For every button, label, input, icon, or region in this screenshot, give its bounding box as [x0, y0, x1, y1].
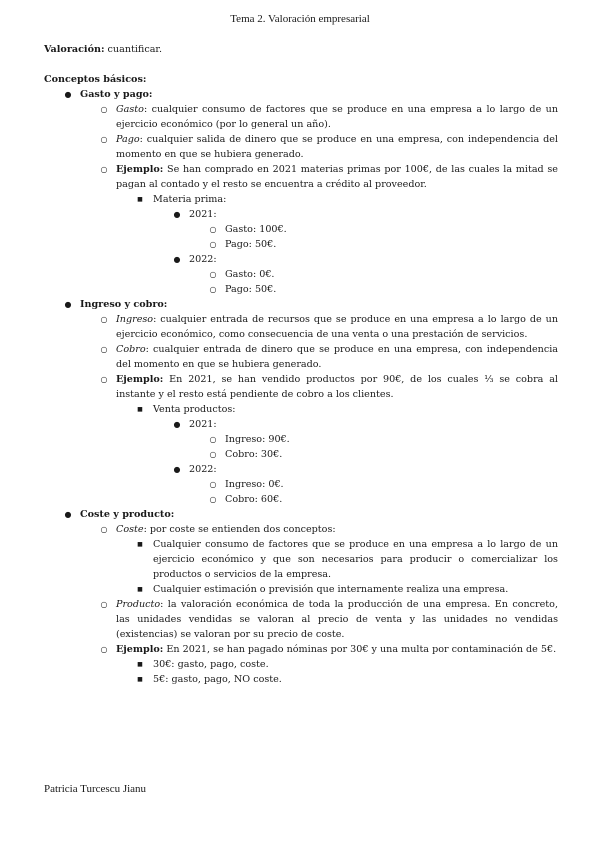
list-item-value: [44, 492, 558, 507]
list-item-value: [44, 447, 558, 462]
list-item-coste-producto: [44, 507, 558, 522]
list-item-year: [44, 462, 558, 477]
year-label: 2022:: [189, 464, 217, 475]
bullet-circle-icon: ○: [100, 345, 108, 354]
list-item-ejemplo-coste: [44, 642, 558, 657]
bullet-disc-icon: ●: [173, 420, 181, 429]
bullet-square-icon: ■: [137, 541, 143, 548]
bullet-circle-icon: ○: [100, 600, 108, 609]
concepts-list: [44, 87, 558, 687]
list-item-year: [44, 252, 558, 267]
valoracion-label: Valoración:: [44, 44, 105, 55]
list-item-materia-prima: [44, 192, 558, 207]
bullet-disc-icon: ●: [173, 465, 181, 474]
bullet-circle-icon: ○: [209, 270, 217, 279]
list-item-coste: [44, 522, 558, 537]
ingreso-term: Ingreso: [116, 314, 154, 325]
list-item-gasto: [44, 102, 558, 132]
value-text: Gasto: 0€.: [225, 269, 275, 280]
list-item-value: [44, 432, 558, 447]
cobro-definition: : cualquier entrada de dinero que se produce en una empresa, con independencia del momento en que se hubiera generado.: [116, 344, 558, 370]
ejemplo-label: Ejemplo:: [116, 644, 164, 655]
list-item-ingreso-cobro: [44, 297, 558, 312]
materia-prima-label: Materia prima:: [153, 194, 227, 205]
bullet-disc-icon: ●: [173, 210, 181, 219]
bullet-circle-icon: ○: [100, 315, 108, 324]
bullet-circle-icon: ○: [100, 375, 108, 384]
ejemplo-label: Ejemplo:: [116, 164, 164, 175]
bullet-circle-icon: ○: [100, 165, 108, 174]
valoracion-line: [44, 42, 558, 57]
bullet-square-icon: ■: [137, 406, 143, 413]
list-item-value: [44, 282, 558, 297]
bullet-circle-icon: ○: [209, 225, 217, 234]
coste-concept-text: Cualquier consumo de factores que se produce en una empresa a lo largo de un ejercicio económico y que son necesarios para producir o comercializar los productos o servicios de la empresa.: [153, 539, 558, 580]
coste-concept-text: Cualquier estimación o previsión que internamente realiza una empresa.: [153, 584, 509, 595]
value-text: Ingreso: 0€.: [225, 479, 284, 490]
ejemplo-text: Se han comprado en 2021 materias primas por 100€, de las cuales la mitad se pagan al contado y el resto se encuentra a crédito al proveedor.: [116, 164, 558, 190]
ejemplo-detail-text: 30€: gasto, pago, coste.: [153, 659, 269, 670]
list-item-value: [44, 237, 558, 252]
page-header-title: Tema 2. Valoración empresarial: [230, 13, 370, 25]
bullet-disc-icon: ●: [64, 89, 72, 99]
bullet-circle-icon: ○: [100, 105, 108, 114]
bullet-disc-icon: ●: [64, 299, 72, 309]
producto-term: Producto: [116, 599, 161, 610]
ejemplo-text: En 2021, se han vendido productos por 90€, de los cuales ⅓ se cobra al instante y el resto está pendiente de cobro a los clientes.: [116, 374, 558, 400]
value-text: Cobro: 60€.: [225, 494, 283, 505]
document-body: [44, 42, 558, 687]
list-item-ingreso: [44, 312, 558, 342]
page-footer-author: Patricia Turcescu Jianu: [44, 783, 147, 795]
bullet-square-icon: ■: [137, 661, 143, 668]
bullet-circle-icon: ○: [209, 450, 217, 459]
year-label: 2021:: [189, 209, 217, 220]
bullet-circle-icon: ○: [100, 645, 108, 654]
list-item-value: [44, 267, 558, 282]
venta-productos-label: Venta productos:: [153, 404, 236, 415]
bullet-square-icon: ■: [137, 586, 143, 593]
list-item-pago: [44, 132, 558, 162]
value-text: Ingreso: 90€.: [225, 434, 290, 445]
gasto-term: Gasto: [116, 104, 144, 115]
ejemplo-label: Ejemplo:: [116, 374, 164, 385]
coste-producto-title: Coste y producto:: [80, 509, 175, 520]
list-item-gasto-pago: [44, 87, 558, 102]
conceptos-heading: Conceptos básicos:: [44, 74, 147, 85]
ejemplo-detail-text: 5€: gasto, pago, NO coste.: [153, 674, 282, 685]
value-text: Cobro: 30€.: [225, 449, 283, 460]
ingreso-cobro-title: Ingreso y cobro:: [80, 299, 168, 310]
list-item-venta-productos: [44, 402, 558, 417]
list-item-ejemplo-detail: [44, 657, 558, 672]
list-item-coste-concept: [44, 537, 558, 582]
bullet-square-icon: ■: [137, 196, 143, 203]
year-label: 2021:: [189, 419, 217, 430]
year-label: 2022:: [189, 254, 217, 265]
list-item-value: [44, 477, 558, 492]
bullet-disc-icon: ●: [64, 509, 72, 519]
ingreso-definition: : cualquier entrada de recursos que se produce en una empresa a lo largo de un ejercicio económico, como consecuencia de una venta o una prestación de servicios.: [116, 314, 558, 340]
list-item-coste-concept: [44, 582, 558, 597]
value-text: Pago: 50€.: [225, 239, 277, 250]
value-text: Pago: 50€.: [225, 284, 277, 295]
list-item-ejemplo-detail: [44, 672, 558, 687]
bullet-disc-icon: ●: [173, 255, 181, 264]
bullet-circle-icon: ○: [100, 135, 108, 144]
bullet-circle-icon: ○: [209, 480, 217, 489]
bullet-square-icon: ■: [137, 676, 143, 683]
pago-definition: : cualquier salida de dinero que se produce en una empresa, con independencia del momento en que se hubiera generado.: [116, 134, 558, 160]
pago-term: Pago: [116, 134, 140, 145]
value-text: Gasto: 100€.: [225, 224, 287, 235]
list-item-value: [44, 222, 558, 237]
bullet-circle-icon: ○: [209, 495, 217, 504]
bullet-circle-icon: ○: [100, 525, 108, 534]
list-item-year: [44, 417, 558, 432]
list-item-cobro: [44, 342, 558, 372]
bullet-circle-icon: ○: [209, 240, 217, 249]
cobro-term: Cobro: [116, 344, 146, 355]
valoracion-text: cuantificar.: [104, 44, 162, 55]
list-item-year: [44, 207, 558, 222]
coste-term: Coste: [116, 524, 144, 535]
list-item-ejemplo-ingreso: [44, 372, 558, 402]
producto-definition: : la valoración económica de toda la producción de una empresa. En concreto, las unidades vendidas se valoran al precio de venta y las unidades no vendidas (existencias) se valoran por su precio de coste.: [116, 599, 558, 640]
ejemplo-text: En 2021, se han pagado nóminas por 30€ y una multa por contaminación de 5€.: [163, 644, 557, 655]
list-item-producto: [44, 597, 558, 642]
coste-definition: : por coste se entienden dos conceptos:: [143, 524, 336, 535]
bullet-circle-icon: ○: [209, 285, 217, 294]
gasto-pago-title: Gasto y pago:: [80, 89, 153, 100]
bullet-circle-icon: ○: [209, 435, 217, 444]
list-item-ejemplo-gasto: [44, 162, 558, 192]
gasto-definition: : cualquier consumo de factores que se produce en una empresa a lo largo de un ejercicio económico (por lo general un año).: [116, 104, 558, 130]
